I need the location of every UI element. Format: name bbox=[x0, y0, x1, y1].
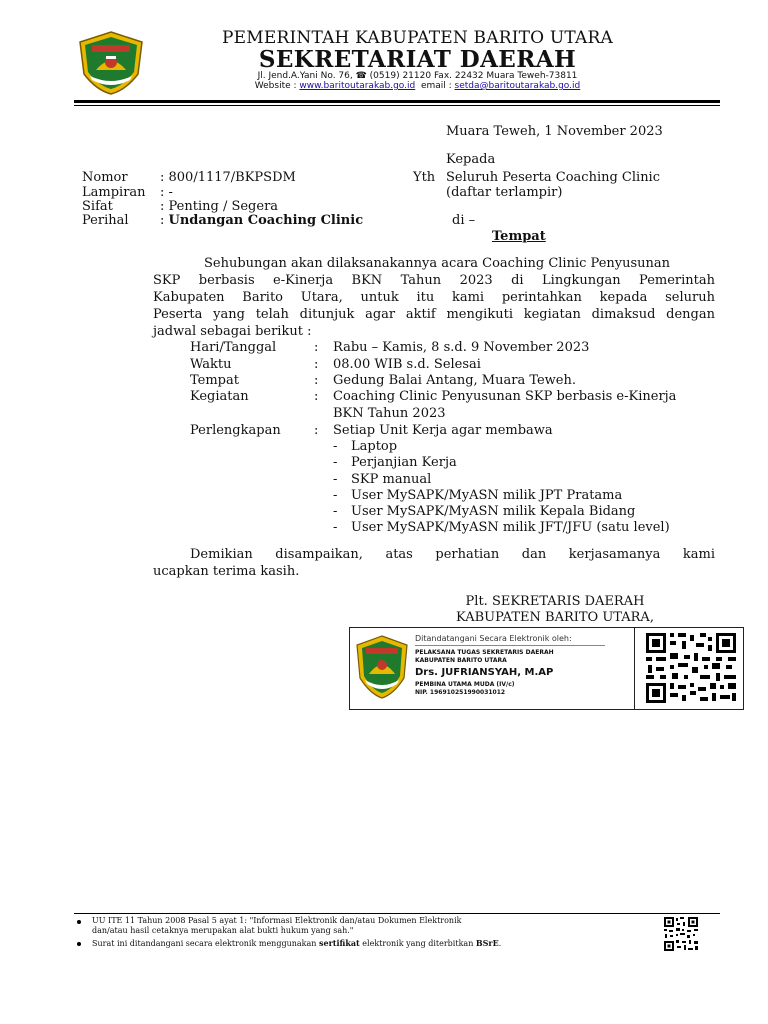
meta-value-lampiran: : - bbox=[160, 185, 173, 200]
regency-emblem-icon bbox=[76, 30, 146, 96]
recipient-kepada: Kepada bbox=[446, 152, 496, 167]
website-link[interactable]: www.baritoutarakab.go.id bbox=[299, 81, 416, 91]
schedule-sep-place: : bbox=[314, 373, 319, 388]
meta-label-nomor: Nomor bbox=[82, 170, 128, 185]
header-rule-thick bbox=[74, 100, 720, 103]
schedule-value-activity: Coaching Clinic Penyusunan SKP berbasis e-Kinerja bbox=[333, 389, 677, 404]
meta-label-lampiran: Lampiran bbox=[82, 185, 146, 200]
contact-line bbox=[150, 81, 685, 91]
closing-line-2: ucapkan terima kasih. bbox=[153, 564, 300, 579]
schedule-sep-activity: : bbox=[314, 389, 319, 404]
schedule-label-date: Hari/Tanggal bbox=[190, 340, 277, 355]
meta-value-perihal: : Undangan Coaching Clinic bbox=[160, 213, 364, 228]
email-label: email : bbox=[415, 81, 455, 91]
meta-value-nomor: : 800/1117/BKPSDM bbox=[160, 170, 296, 185]
place-date: Muara Teweh, 1 November 2023 bbox=[446, 124, 663, 139]
list-item-dash: - bbox=[333, 439, 338, 454]
list-item: Perjanjian Kerja bbox=[351, 455, 457, 470]
bullet-icon bbox=[77, 942, 81, 946]
e-sign-rule bbox=[415, 645, 605, 646]
schedule-sep-time: : bbox=[314, 357, 319, 372]
schedule-value-date: Rabu – Kamis, 8 s.d. 9 November 2023 bbox=[333, 340, 590, 355]
e-sign-position-1: PELAKSANA TUGAS SEKRETARIS DAERAH bbox=[415, 649, 554, 656]
meta-label-perihal: Perihal bbox=[82, 213, 129, 228]
recipient-yth: Yth bbox=[413, 170, 436, 185]
e-sign-caption: Ditandatangani Secara Elektronik oleh: bbox=[415, 634, 572, 643]
list-item-dash: - bbox=[333, 488, 338, 503]
meta-value-sifat: : Penting / Segera bbox=[160, 199, 279, 214]
list-item-dash: - bbox=[333, 520, 338, 535]
government-name: PEMERINTAH KABUPATEN BARITO UTARA bbox=[222, 28, 613, 48]
list-item-dash: - bbox=[333, 472, 338, 487]
schedule-label-activity: Kegiatan bbox=[190, 389, 249, 404]
e-sign-name: Drs. JUFRIANSYAH, M.AP bbox=[415, 667, 554, 678]
body-line-5: jadwal sebagai berikut : bbox=[153, 324, 312, 339]
qr-code-large-icon[interactable] bbox=[644, 631, 738, 705]
list-item: SKP manual bbox=[351, 472, 432, 487]
body-line-4: Peserta yang telah ditunjuk agar aktif mengikuti kegiatan dimaksud dengan bbox=[153, 307, 715, 322]
body-line-1: Sehubungan akan dilaksanakannya acara Coaching Clinic Penyusunan bbox=[204, 256, 671, 271]
e-signature-divider bbox=[634, 627, 635, 710]
list-item: User MySAPK/MyASN milik JPT Pratama bbox=[351, 488, 623, 503]
footer-note-1-line-2: dan/atau hasil cetaknya merupakan alat bukti hukum yang sah." bbox=[92, 926, 354, 935]
body-line-3: Kabupaten Barito Utara, untuk itu kami perintahkan kepada seluruh bbox=[153, 290, 715, 305]
schedule-label-time: Waktu bbox=[190, 357, 232, 372]
schedule-value-time: 08.00 WIB s.d. Selesai bbox=[333, 357, 481, 372]
website-label: Website : bbox=[254, 81, 300, 91]
recipient-line1: Seluruh Peserta Coaching Clinic bbox=[446, 170, 660, 185]
signer-title-1: Plt. SEKRETARIS DAERAH bbox=[465, 594, 645, 609]
regency-emblem-icon bbox=[354, 634, 410, 700]
list-item: User MySAPK/MyASN milik Kepala Bidang bbox=[351, 504, 636, 519]
schedule-sep-equipment: : bbox=[314, 423, 319, 438]
recipient-tempat: Tempat bbox=[492, 229, 546, 244]
schedule-value-equipment: Setiap Unit Kerja agar membawa bbox=[333, 423, 553, 438]
schedule-value-activity-cont: BKN Tahun 2023 bbox=[333, 406, 446, 421]
body-line-2: SKP berbasis e-Kinerja BKN Tahun 2023 di Lingkungan Pemerintah bbox=[153, 273, 715, 288]
qr-code-small-icon[interactable] bbox=[663, 916, 699, 952]
bullet-icon bbox=[77, 920, 81, 924]
list-item: User MySAPK/MyASN milik JFT/JFU (satu level) bbox=[351, 520, 670, 535]
e-sign-position-2: KABUPATEN BARITO UTARA bbox=[415, 657, 507, 664]
schedule-sep-date: : bbox=[314, 340, 319, 355]
email-link[interactable]: setda@baritoutarakab.go.id bbox=[454, 81, 581, 91]
footer-note-2: Surat ini ditandangani secara elektronik menggunakan sertifikat elektronik yang diterbitkan BSrE. bbox=[92, 938, 502, 948]
recipient-di: di – bbox=[452, 213, 476, 228]
closing-line-1: Demikian disampaikan, atas perhatian dan kerjasamanya kami bbox=[190, 547, 715, 562]
schedule-value-place: Gedung Balai Antang, Muara Teweh. bbox=[333, 373, 577, 388]
recipient-line2: (daftar terlampir) bbox=[446, 185, 563, 200]
office-name: SEKRETARIAT DAERAH bbox=[258, 46, 577, 73]
list-item: Laptop bbox=[351, 439, 398, 454]
schedule-label-place: Tempat bbox=[190, 373, 239, 388]
list-item-dash: - bbox=[333, 455, 338, 470]
e-sign-nip: NIP. 196910251990031012 bbox=[415, 689, 506, 696]
header-rule-thin bbox=[74, 105, 720, 106]
meta-label-sifat: Sifat bbox=[82, 199, 113, 214]
schedule-label-equipment: Perlengkapan bbox=[190, 423, 281, 438]
footer-rule bbox=[74, 913, 720, 914]
list-item-dash: - bbox=[333, 504, 338, 519]
e-sign-rank: PEMBINA UTAMA MUDA (IV/c) bbox=[415, 681, 515, 688]
signer-title-2: KABUPATEN BARITO UTARA, bbox=[456, 610, 654, 625]
office-address: Jl. Jend.A.Yani No. 76, ☎ (0519) 21120 Fax. 22432 Muara Teweh-73811 bbox=[257, 71, 578, 81]
subject-text: Undangan Coaching Clinic bbox=[168, 213, 364, 228]
footer-note-1-line-1: UU ITE 11 Tahun 2008 Pasal 5 ayat 1: "Informasi Elektronik dan/atau Dokumen Elektronik bbox=[92, 916, 462, 925]
